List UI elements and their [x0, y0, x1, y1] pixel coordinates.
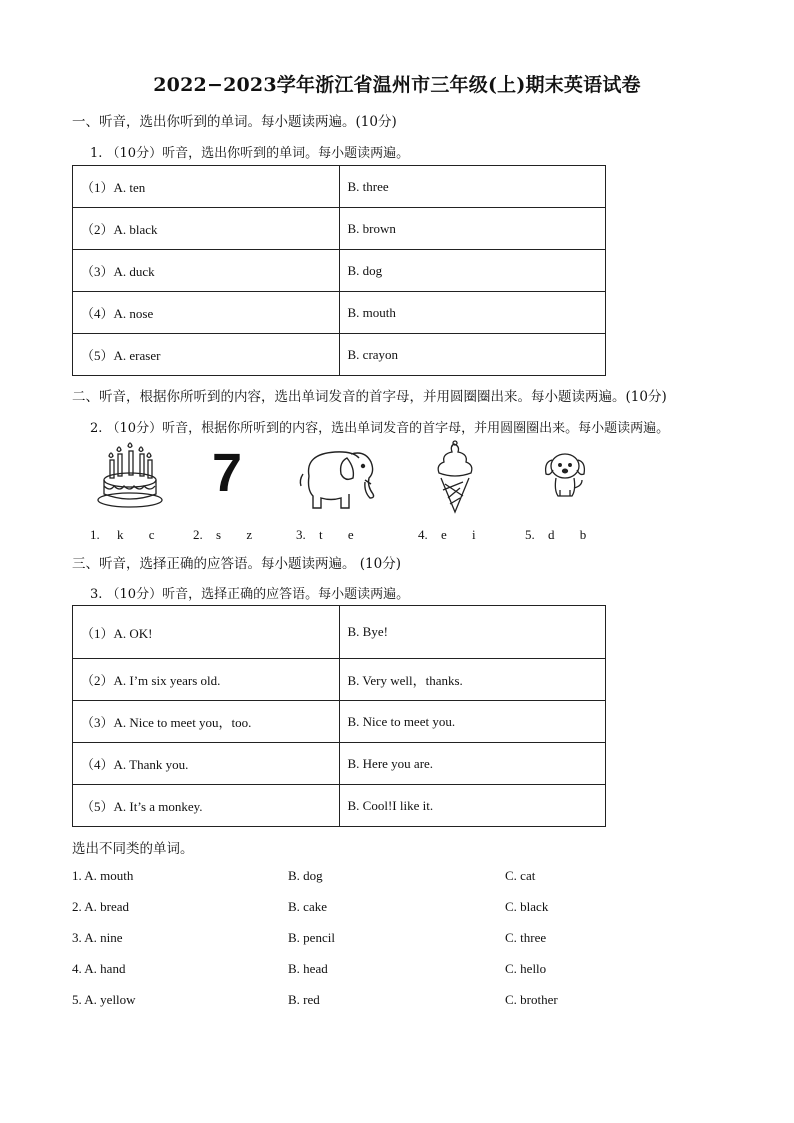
section1-table — [72, 165, 606, 376]
choice-number: 5. — [525, 527, 535, 542]
table-row — [73, 743, 606, 785]
option-b: B. Here you are. — [339, 743, 606, 785]
choice-4 — [418, 527, 476, 543]
option-a: （1）A. OK! — [73, 606, 340, 659]
table-row — [73, 785, 606, 827]
letter-option[interactable]: k — [117, 527, 124, 542]
option-b: B. Bye! — [339, 606, 606, 659]
list-item: B. dog — [288, 868, 323, 883]
section4-heading: 选出不同类的单词。 — [72, 841, 194, 857]
option-a: （3）A. Nice to meet you，too. — [73, 701, 340, 743]
letter-option[interactable]: z — [246, 527, 253, 542]
letter-option[interactable]: c — [148, 527, 155, 542]
table-row — [73, 701, 606, 743]
choice-number: 1. — [90, 527, 100, 542]
question-1: 1. （10分）听音，选出你听到的单词。每小题读两遍。 — [90, 146, 410, 161]
table-row — [73, 659, 606, 701]
letter-option[interactable]: e — [441, 527, 447, 542]
option-b: B. Nice to meet you. — [339, 701, 606, 743]
letter-option[interactable]: s — [216, 527, 222, 542]
page-title: 2022−2023学年浙江省温州市三年级(上)期末英语试卷 — [153, 74, 641, 96]
list-item: C. hello — [505, 961, 547, 976]
choice-5 — [525, 527, 586, 543]
letter-option[interactable]: b — [579, 527, 587, 542]
section2-heading: 二、听音，根据你所听到的内容，选出单词发音的首字母，并用圆圈圈出来。每小题读两遍。(10分) — [72, 389, 667, 405]
list-item: C. three — [505, 930, 547, 945]
option-b: B. brown — [339, 208, 606, 250]
question-3: 3. （10分）听音，选择正确的应答语。每小题读两遍。 — [90, 587, 410, 602]
option-b: B. Very well，thanks. — [339, 659, 606, 701]
choice-number: 3. — [296, 527, 306, 542]
choice-number: 4. — [418, 527, 428, 542]
choice-3 — [296, 527, 354, 543]
option-b: B. dog — [339, 250, 606, 292]
option-b: B. three — [339, 166, 606, 208]
option-a: （4）A. Thank you. — [73, 743, 340, 785]
table-row — [73, 292, 606, 334]
ice-cream-icon — [430, 440, 480, 515]
section3-table — [72, 605, 606, 827]
list-item: C. brother — [505, 992, 558, 1007]
question-2: 2. （10分）听音，根据你所听到的内容，选出单词发音的首字母，并用圆圈圈出来。每小题读两遍。 — [90, 421, 670, 436]
table-row — [73, 166, 606, 208]
letter-option[interactable]: i — [472, 527, 476, 542]
option-b: B. Cool!I like it. — [339, 785, 606, 827]
option-a: （1）A. ten — [73, 166, 340, 208]
list-item: C. cat — [505, 868, 536, 883]
list-item: B. pencil — [288, 930, 335, 945]
option-b: B. crayon — [339, 334, 606, 376]
option-a: （5）A. eraser — [73, 334, 340, 376]
dog-icon — [540, 448, 590, 503]
number-seven: 7 — [212, 443, 243, 503]
list-item: 1. A. mouth — [72, 868, 134, 883]
picture-row — [90, 440, 610, 515]
list-item: 2. A. bread — [72, 899, 130, 914]
table-row — [73, 250, 606, 292]
section1-heading: 一、听音，选出你听到的单词。每小题读两遍。(10分) — [72, 114, 397, 130]
choice-2 — [193, 527, 252, 543]
choice-number: 2. — [193, 527, 203, 542]
list-item: C. black — [505, 899, 549, 914]
option-a: （2）A. I’m six years old. — [73, 659, 340, 701]
option-a: （5）A. It’s a monkey. — [73, 785, 340, 827]
cake-icon — [95, 440, 165, 515]
list-item: 5. A. yellow — [72, 992, 136, 1007]
table-row — [73, 208, 606, 250]
list-item: B. red — [288, 992, 320, 1007]
choice-1 — [90, 527, 155, 543]
option-a: （4）A. nose — [73, 292, 340, 334]
option-a: （3）A. duck — [73, 250, 340, 292]
option-a: （2）A. black — [73, 208, 340, 250]
elephant-icon — [295, 440, 380, 512]
table-row — [73, 606, 606, 659]
list-item: 3. A. nine — [72, 930, 123, 945]
section3-heading: 三、听音，选择正确的应答语。每小题读两遍。 (10分) — [72, 556, 402, 572]
list-item: B. cake — [288, 899, 327, 914]
letter-option[interactable]: t — [319, 527, 323, 542]
list-item: 4. A. hand — [72, 961, 126, 976]
list-item: B. head — [288, 961, 328, 976]
option-b: B. mouth — [339, 292, 606, 334]
table-row — [73, 334, 606, 376]
letter-option[interactable]: e — [347, 527, 354, 542]
letter-option[interactable]: d — [548, 527, 555, 542]
